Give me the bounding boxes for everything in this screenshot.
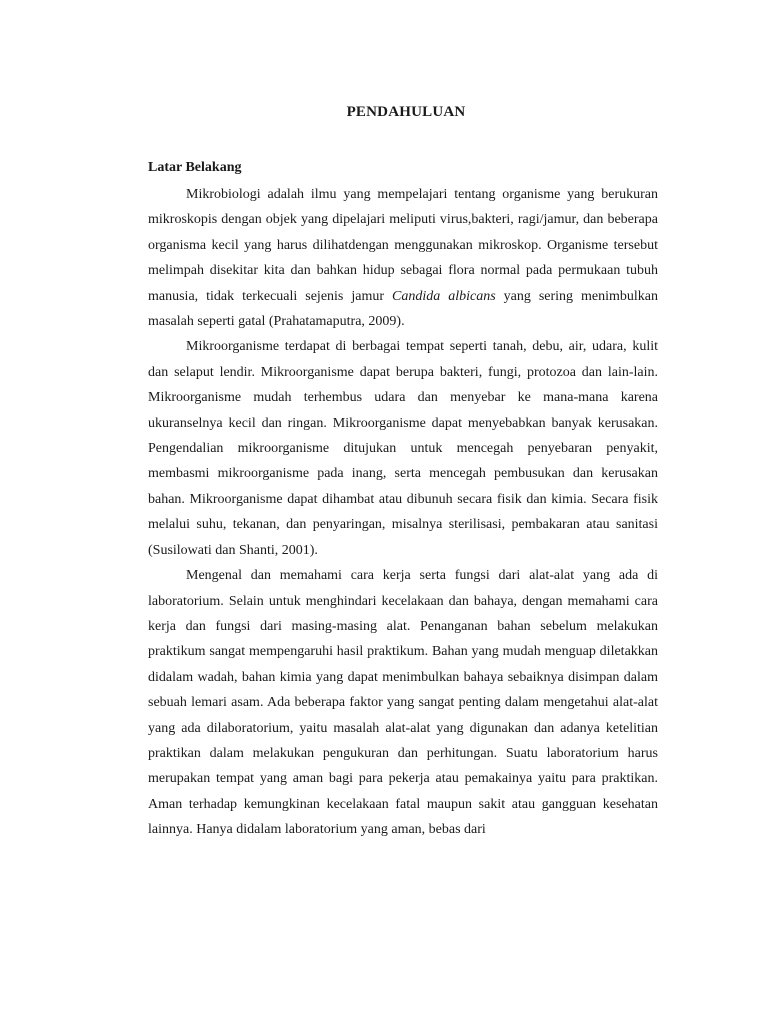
paragraph-1-text-a: Mikrobiologi adalah ilmu yang mempelajari tentang organisme yang berukuran mikroskopis dengan objek yang dipelajari meliputi virus,bakteri, ragi/jamur, dan beberapa organisma kecil yang harus dilihatdengan menggunakan mikroskop. Organisme tersebut melimpah disekitar kita dan bahkan hidup sebagai flora normal pada permukaan tubuh manusia, tidak terkecuali sejenis jamur bbox=[148, 187, 658, 304]
paragraph-1 bbox=[148, 182, 658, 334]
paragraph-1-text-b: yang sering menimbulkan masalah seperti gatal (Prahatamaputra, 2009). bbox=[148, 288, 659, 330]
page-title: PENDAHULUAN bbox=[346, 104, 466, 120]
section-heading: Latar Belakang bbox=[148, 160, 242, 175]
paragraph-3: Mengenal dan memahami cara kerja serta fungsi dari alat-alat yang ada di laboratorium. Selain untuk menghindari kecelakaan dan bahaya, dengan memahami cara kerja dan fungsi dari masing-masing alat. Penanganan bahan sebelum melakukan praktikum sangat mempengaruhi hasil praktikum. Bahan yang mudah menguap diletakkan didalam wadah, bahan kimia yang dapat menimbulkan bahaya sebaiknya disimpan dalam sebuah lemari asam. Ada beberapa faktor yang sangat penting dalam mengetahui alat-alat yang ada dilaboratorium, yaitu masalah alat-alat yang digunakan dan adanya ketelitian praktikan dalam melakukan pengukuran dan perhitungan. Suatu laboratorium harus merupakan tempat yang aman bagi para pekerja atau pemakainya yaitu para praktikan. Aman terhadap kemungkinan kecelakaan fatal maupun sakit atau gangguan kesehatan lainnya. Hanya didalam laboratorium yang aman, bebas dari bbox=[148, 568, 658, 838]
species-name: Candida albicans bbox=[392, 288, 496, 304]
body-text bbox=[148, 182, 658, 843]
paragraph-2: Mikroorganisme terdapat di berbagai tempat seperti tanah, debu, air, udara, kulit dan selaput lendir. Mikroorganisme dapat berupa bakteri, fungi, protozoa dan lain-lain. Mikroorganisme mudah terhembus udara dan menyebar ke mana-mana karena ukuranselnya kecil dan ringan. Mikroorganisme dapat menyebabkan banyak kerusakan. Pengendalian mikroorganisme ditujukan untuk mencegah penyebaran penyakit, membasmi mikroorganisme pada inang, serta mencegah pembusukan dan kerusakan bahan. Mikroorganisme dapat dihambat atau dibunuh secara fisik dan kimia. Secara fisik melalui suhu, tekanan, dan penyaringan, misalnya sterilisasi, pembakaran atau sanitasi (Susilowati dan Shanti, 2001). bbox=[148, 339, 658, 558]
